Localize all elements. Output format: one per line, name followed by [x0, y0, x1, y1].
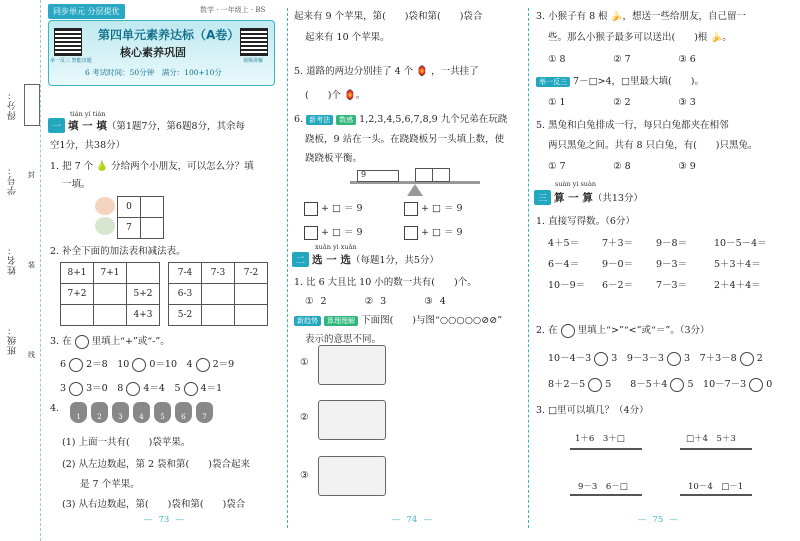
q3-operand: 3＝0 [86, 383, 108, 394]
q5-text [294, 63, 479, 77]
answer-box[interactable] [404, 226, 418, 240]
calc3-text: 3. □里可以填几？（4分） [536, 405, 649, 416]
answer-circle[interactable] [196, 358, 210, 372]
page-number-right: — 75 — [632, 515, 684, 525]
q1-line1b: 分给两个小朋友，可以怎么分？填 [111, 161, 254, 172]
qr-code-left[interactable] [54, 28, 82, 56]
sec3-number: 三 [534, 190, 551, 205]
column-divider [528, 8, 529, 528]
option-b[interactable]: ② 8 [613, 161, 631, 172]
q3-operand: 2＝8 [86, 359, 108, 370]
option-a[interactable]: ① 1 [548, 97, 566, 108]
compare-expr: 7＋3－8 [699, 353, 737, 364]
q5-text-b: ，一共挂了 [431, 66, 479, 77]
bag-count: 6 [181, 413, 186, 421]
calc-item: 6－2＝ [602, 280, 634, 291]
left-binding-strip [0, 0, 41, 541]
table-cell[interactable] [202, 284, 235, 305]
qr-right-caption: 视频讲解 [243, 58, 264, 64]
apple-bag-icon [154, 402, 171, 423]
table-cell: 4+3 [127, 305, 160, 326]
unit-subtitle: 核心素养巩固 [120, 46, 186, 59]
pic-label-3: ③ [300, 470, 309, 481]
id-label: 学号： [8, 165, 18, 195]
scale-left: 1＋6 [575, 434, 595, 444]
r-q3-a: 3. 小猴子有 8 根 [536, 11, 608, 22]
banana-icon: 🍌 [710, 32, 723, 43]
r-q3-line2 [548, 29, 732, 43]
q2-text: 2. 补全下面的加法表和减法表。 [50, 246, 186, 257]
scale-right: 3＋□ [602, 434, 625, 444]
pic-label-2: ② [300, 412, 309, 423]
table-cell[interactable] [127, 263, 160, 284]
calc-item: 9－0＝ [602, 259, 634, 270]
circle-icon [561, 324, 575, 338]
scale-left: 9－3 [578, 482, 598, 492]
compare-circle[interactable] [588, 378, 602, 392]
scale-beam [680, 494, 752, 496]
scale-1 [575, 432, 625, 444]
sec1-pinyin: tián yi tián [70, 110, 106, 118]
seal-char-3: 线 [28, 351, 35, 359]
q3-row2 [60, 380, 222, 396]
option-b[interactable]: ② 2 [613, 97, 631, 108]
compare-circle[interactable] [594, 352, 608, 366]
sec3-pinyin: suàn yi suàn [555, 180, 597, 188]
calc-item: 2＋4＋4＝ [714, 280, 761, 291]
scale-right: 6－□ [605, 482, 628, 492]
q4-continued-2: 起来有 10 个苹果。 [305, 32, 390, 43]
number-sense-tag: 数感 [336, 115, 356, 125]
sec2-title: 选 一 选 [312, 254, 351, 266]
q3-operand: 10 [117, 359, 130, 370]
seesaw-pivot [407, 184, 423, 196]
q3-operand: 5 [174, 383, 181, 394]
sec1-number: 一 [48, 118, 65, 133]
answer-circle[interactable] [69, 358, 83, 372]
subtraction-table [168, 262, 268, 326]
scale-left: □＋4 [686, 434, 708, 444]
abacus-picture[interactable] [318, 345, 386, 385]
sec3-title: 算 一 算 [554, 192, 593, 204]
compare-value: 5 [605, 379, 612, 390]
r-q3-b: ，想送一些给朋友，自己留一 [622, 11, 747, 22]
table-cell[interactable] [235, 284, 268, 305]
option-a[interactable]: ① 2 [305, 296, 327, 307]
q3-operand: 2＝9 [212, 359, 235, 370]
choice2-line2: 表示的意思不同。 [305, 334, 382, 345]
trend-tag: 新趋势 [294, 316, 321, 326]
compare-expr: 8－5＋4 [630, 379, 668, 390]
q1-line2: 一填。 [62, 179, 91, 190]
q3-text-a: 3. 在 [50, 336, 72, 347]
choice1-text: 1. 比 6 大且比 10 小的数一共有( )个。 [294, 277, 477, 288]
q3-operand: 0＝10 [149, 359, 178, 370]
option-a[interactable]: ① 7 [548, 161, 566, 172]
calc-item: 10－9＝ [548, 280, 586, 291]
scale-right: □－1 [721, 482, 744, 492]
r-q3-d: 。 [722, 32, 732, 43]
sec2-heading [292, 252, 439, 267]
exam-info [85, 67, 222, 78]
option-c[interactable]: ③ 6 [678, 54, 696, 65]
choice1-options [305, 293, 446, 307]
compare-expr: 10－4－3 [548, 353, 592, 364]
scale-left: 10－4 [688, 482, 713, 492]
bag-count: 4 [139, 413, 144, 421]
bag-count: 3 [118, 413, 123, 421]
scale-beam [570, 448, 642, 450]
calc-item: 9－3＝ [656, 259, 688, 270]
compare-value: 5 [687, 379, 694, 390]
r-q3-c: 些。那么小猴子最多可以送出( )根 [548, 32, 708, 43]
calc1-row [548, 256, 761, 270]
q5-line2 [305, 87, 365, 101]
seesaw-block-9 [357, 170, 399, 182]
qr-code-right[interactable] [240, 28, 268, 56]
q3-text [50, 333, 170, 349]
calc2-b: 里填上“>”“<”或“＝”。（3分） [577, 325, 710, 336]
exam-score: 满分：100+10分 [161, 68, 222, 77]
q1-answer-cell[interactable] [141, 197, 164, 218]
sec1-title: 填 一 填 [68, 120, 107, 132]
table-cell[interactable] [94, 284, 127, 305]
sec1-desc1: （第1题7分，第6题8分，其余每 [106, 121, 246, 132]
name-label: 姓名： [8, 245, 18, 275]
q1-cell: 0 [118, 197, 141, 218]
option-c[interactable]: ③ 3 [678, 97, 696, 108]
qr-left-caption: 举一反三 智能出题 [50, 58, 92, 64]
scale-beam [570, 494, 642, 496]
answer-circle[interactable] [69, 382, 83, 396]
q5-text-d: 。 [355, 90, 366, 101]
table-cell: 7-3 [202, 263, 235, 284]
option-c[interactable]: ③ 4 [424, 296, 446, 307]
score-label: 得分： [8, 90, 18, 120]
table-cell[interactable] [202, 305, 235, 326]
q6-line2: 跷板，9 站在一头。在跷跷板另一头填上数，使 [305, 134, 505, 145]
compare-circle[interactable] [670, 378, 684, 392]
new-method-tag: 新考法 [306, 115, 333, 125]
q1-text [50, 158, 254, 172]
bag-count: 1 [76, 413, 81, 421]
scale-right: 5＋3 [716, 434, 736, 444]
option-b[interactable]: ② 7 [613, 54, 631, 65]
eq-text: + □ ＝ 9 [421, 203, 463, 214]
q3-operand: 4 [186, 359, 193, 370]
q4-num: 4. [50, 403, 60, 414]
circle-icon [75, 335, 89, 349]
bag-count: 5 [160, 413, 165, 421]
eq-text: + □ ＝ 9 [321, 203, 363, 214]
series-tag: 同步单元 分层提优 [48, 4, 125, 19]
calc-item: 7－3＝ [656, 280, 688, 291]
lantern-icon: 🏮 [416, 66, 429, 77]
eq-text: + □ ＝ 9 [421, 227, 463, 238]
addition-table [60, 262, 160, 326]
class-label: 班级： [8, 325, 18, 355]
seesaw-eq-3 [304, 224, 363, 240]
apple-bag-icon [112, 402, 129, 423]
q6-text-a: 1,2,3,4,5,6,7,8,9 九个兄弟在玩跷 [359, 114, 508, 125]
table-cell: 7+2 [61, 284, 94, 305]
infer-tag: 举一反三 [536, 77, 570, 87]
q3-operand: 4＝4 [143, 383, 165, 394]
table-cell: 7+1 [94, 263, 127, 284]
answer-circle[interactable] [132, 358, 146, 372]
scale-4 [688, 480, 743, 492]
compare-expr: 10－7－3 [703, 379, 747, 390]
choice2-text [294, 312, 502, 326]
compare-row [548, 350, 763, 366]
q6-text [294, 111, 507, 125]
q6-num: 6. [294, 114, 304, 125]
option-b[interactable]: ② 3 [364, 296, 387, 307]
table-cell[interactable] [61, 305, 94, 326]
calc-item: 5＋3＋4＝ [714, 259, 761, 270]
apple-bag-icon [196, 402, 213, 423]
q4-continued-1: 起来有 9 个苹果，第( )袋和第( )袋合 [294, 11, 483, 22]
q1-line1: 1. 把 7 个 [50, 161, 94, 172]
r-q3-options [548, 51, 696, 65]
exam-time: 6 考试时间：50分钟 [85, 68, 155, 77]
q4-sub3: (3) 从右边数起，第( )袋和第( )袋合 [62, 499, 246, 510]
r-q4-body: 7－□>4，□里最大填( )。 [573, 76, 704, 87]
calc1-row [548, 277, 761, 291]
calc-item: 4＋5＝ [548, 238, 580, 249]
unit-title: 第四单元素养达标（A卷） [98, 28, 240, 42]
q5-text-c: ( )个 [305, 90, 341, 101]
calc-item: 6－4＝ [548, 259, 580, 270]
option-a[interactable]: ① 8 [548, 54, 566, 65]
sec2-pinyin: xuǎn yi xuǎn [315, 243, 357, 251]
compare-expr: 9－3－3 [626, 353, 664, 364]
banana-icon: 🍌 [610, 11, 623, 22]
answer-box[interactable] [304, 226, 318, 240]
r-q3-text [536, 8, 746, 22]
bag-count: 7 [202, 413, 207, 421]
q1-cell: 7 [118, 218, 141, 239]
compare-value: 3 [611, 353, 618, 364]
r-q4-options [548, 94, 696, 108]
calc-item: 9－8＝ [656, 238, 688, 249]
calc-item: 7＋3＝ [602, 238, 634, 249]
answer-circle[interactable] [184, 382, 198, 396]
table-cell: 7-2 [235, 263, 268, 284]
column-divider [287, 8, 288, 528]
seesaw-eq-2 [404, 200, 463, 216]
seal-char-1: 封 [28, 171, 35, 179]
apple-bag-icon [175, 402, 192, 423]
table-cell: 7-4 [169, 263, 202, 284]
choice2-text-a: 下面图( )与图“○○○○○⊘⊘” [361, 315, 503, 326]
table-cell[interactable] [235, 305, 268, 326]
compare-value: 2 [756, 353, 763, 364]
sec3-desc: （共13分） [592, 193, 643, 204]
compare-circle[interactable] [740, 352, 754, 366]
fish-picture[interactable] [318, 456, 386, 496]
rabbits-picture[interactable] [318, 400, 386, 440]
seal-char-2: 装 [28, 261, 35, 269]
apple-bag-icon [91, 402, 108, 423]
scale-beam [680, 448, 752, 450]
r-q5-line2: 两只黑兔之间。共有 8 只白兔，有( )只黑兔。 [548, 140, 758, 151]
sec1-heading [48, 118, 245, 133]
sec2-desc: （每题1分，共5分） [350, 255, 439, 266]
child-icon-2 [95, 217, 115, 235]
page-number-middle: — 74 — [386, 515, 438, 525]
compare-expr: 8＋2－5 [548, 379, 586, 390]
r-q5-options [548, 158, 696, 172]
q3-operand: 8 [117, 383, 124, 394]
bag-count: 2 [97, 413, 102, 421]
calc2-a: 2. 在 [536, 325, 558, 336]
seesaw-eq-1 [304, 200, 363, 216]
seesaw-answer-box[interactable] [432, 168, 450, 182]
grade-label: 数学 · 一年级上 · BS [200, 6, 266, 14]
calc1-text: 1. 直接写得数。（6分） [536, 216, 635, 227]
q3-row1 [60, 356, 234, 372]
reasoning-tag: 算理理解 [324, 316, 358, 326]
q3-operand: 3 [60, 383, 67, 394]
compare-circle[interactable] [667, 352, 681, 366]
q4-sub2: (2) 从左边数起，第 2 袋和第( )袋合起来 [62, 459, 250, 470]
r-q4-text [536, 73, 704, 87]
calc2-text [536, 322, 710, 338]
calc-item: 10－5－4＝ [714, 238, 767, 249]
table-cell: 5+2 [127, 284, 160, 305]
pic-label-1: ① [300, 357, 309, 368]
scale-3 [578, 480, 628, 492]
answer-circle[interactable] [126, 382, 140, 396]
table-cell[interactable] [94, 305, 127, 326]
table-cell: 6-3 [169, 284, 202, 305]
apple-bag-icon [70, 402, 87, 423]
compare-value: 3 [684, 353, 691, 364]
q5-text-a: 5. 道路的两边分别挂了 4 个 [294, 66, 414, 77]
answer-box[interactable] [304, 202, 318, 216]
seesaw-value: 9 [361, 170, 367, 179]
q1-answer-cell[interactable] [141, 218, 164, 239]
score-box[interactable] [24, 84, 40, 126]
answer-box[interactable] [404, 202, 418, 216]
calc1-row [548, 235, 767, 249]
table-cell: 5-2 [169, 305, 202, 326]
table-cell: 8+1 [61, 263, 94, 284]
page-number-left: — 73 — [138, 515, 190, 525]
compare-row [548, 376, 772, 392]
seesaw-answer-box[interactable] [415, 168, 433, 182]
sec3-heading [534, 190, 643, 205]
child-icon-1 [95, 197, 115, 215]
scale-2 [686, 432, 736, 444]
lantern-icon: 🏮 [343, 90, 356, 101]
apple-bags-row [70, 402, 217, 426]
q4-sub2b: 是 7 个苹果。 [80, 479, 140, 490]
apple-bag-icon [133, 402, 150, 423]
eq-text: + □ ＝ 9 [321, 227, 363, 238]
sec1-desc2: 空1分，共38分） [50, 140, 126, 151]
pear-icon: 🍐 [96, 161, 109, 172]
q3-operand: 6 [60, 359, 67, 370]
q3-text-b: 里填上“+”或“-”。 [91, 336, 170, 347]
q6-line3: 跷跷板平衡。 [305, 153, 363, 164]
sec2-number: 二 [292, 252, 309, 267]
option-c[interactable]: ③ 9 [678, 161, 696, 172]
q4-sub1: (1) 上面一共有( )袋苹果。 [62, 437, 191, 448]
q3-operand: 4＝1 [200, 383, 223, 394]
r-q5-line1: 5. 黑兔和白兔排成一行，每只白兔都夹在相邻 [536, 120, 729, 131]
compare-value: 0 [766, 379, 773, 390]
seesaw-eq-4 [404, 224, 463, 240]
compare-circle[interactable] [749, 378, 763, 392]
q1-table [117, 196, 164, 239]
